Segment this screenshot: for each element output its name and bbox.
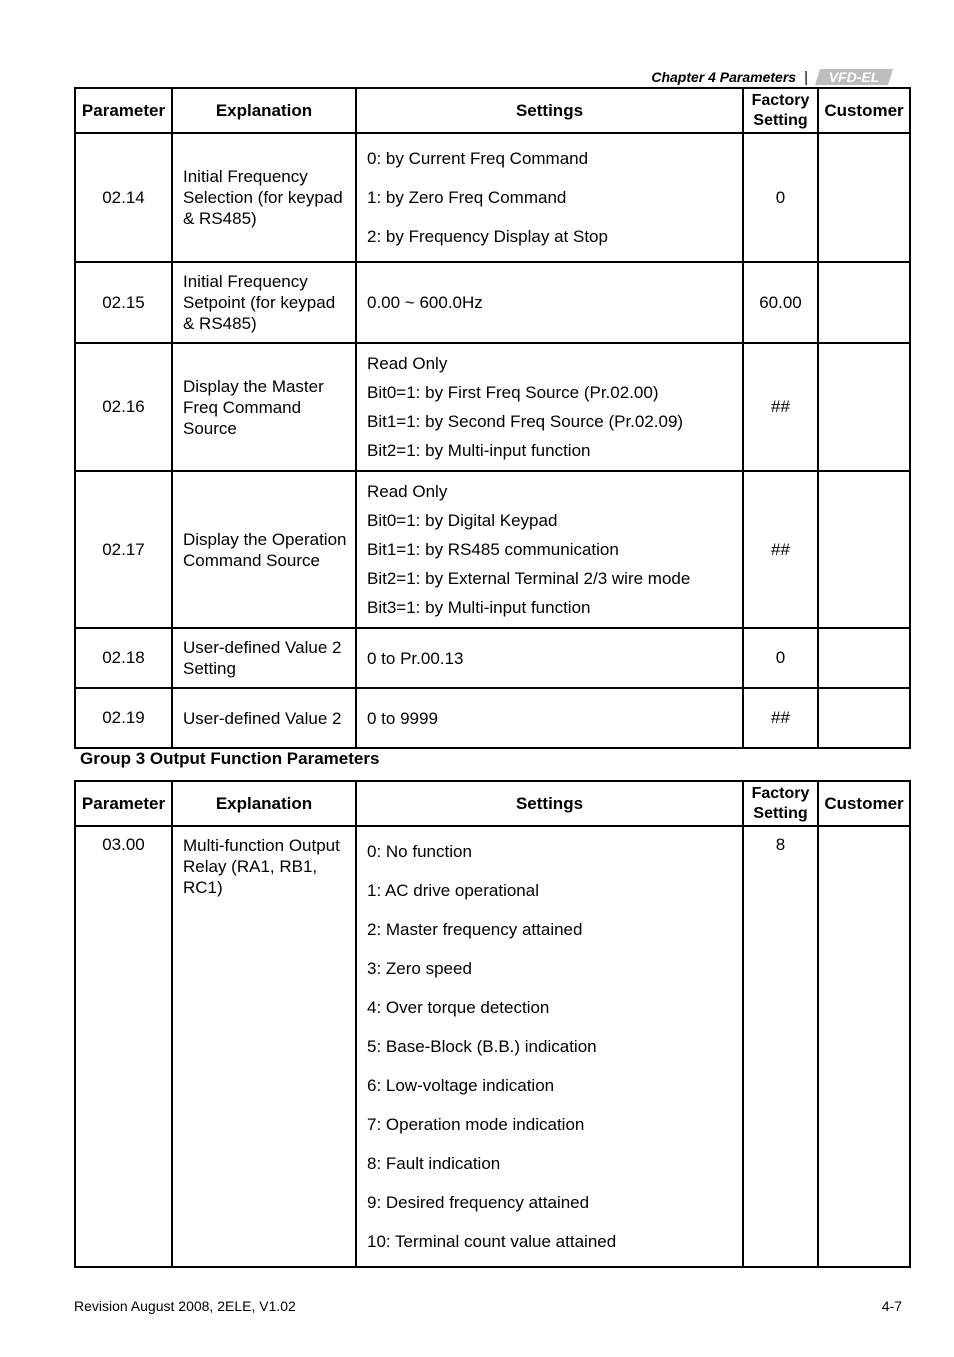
param-settings <box>356 826 743 1267</box>
setting-option: 0: No function <box>367 842 472 861</box>
setting-option: Bit2=1: by External Terminal 2/3 wire mode <box>367 569 691 588</box>
footer-revision: Revision August 2008, 2ELE, V1.02 <box>74 1298 296 1314</box>
customer-setting <box>818 471 910 628</box>
col-header-explanation: Explanation <box>172 781 356 826</box>
customer-setting <box>818 133 910 262</box>
factory-label-line2: Setting <box>753 804 808 822</box>
param-row <box>75 343 910 471</box>
param-row <box>75 471 910 628</box>
param-number: 02.16 <box>75 343 172 471</box>
param-row <box>75 688 910 748</box>
setting-option: Bit2=1: by Multi-input function <box>367 441 591 460</box>
customer-setting <box>818 826 910 1267</box>
factory-setting: ## <box>743 471 818 628</box>
setting-option: Bit1=1: by RS485 communication <box>367 540 619 559</box>
setting-option: 5: Base-Block (B.B.) indication <box>367 1037 597 1056</box>
parameter-table-group2 <box>74 87 911 749</box>
param-number: 02.18 <box>75 628 172 688</box>
setting-option: Read Only <box>367 482 448 501</box>
param-explanation: Display the Operation Command Source <box>172 471 356 628</box>
param-row <box>75 826 910 1267</box>
col-header-explanation: Explanation <box>172 88 356 133</box>
param-number: 02.17 <box>75 471 172 628</box>
param-number: 02.14 <box>75 133 172 262</box>
factory-label-line1: Factory <box>751 91 810 109</box>
param-explanation: User-defined Value 2 <box>172 688 356 748</box>
vfd-el-logo <box>814 68 894 86</box>
col-header-factory-setting <box>743 781 818 826</box>
param-number: 02.19 <box>75 688 172 748</box>
factory-setting: 60.00 <box>743 262 818 343</box>
param-explanation: Display the Master Freq Command Source <box>172 343 356 471</box>
param-settings <box>356 262 743 343</box>
factory-setting: 0 <box>743 628 818 688</box>
col-header-settings: Settings <box>356 781 743 826</box>
param-row <box>75 628 910 688</box>
setting-option: 0.00 ~ 600.0Hz <box>367 293 483 312</box>
setting-option: 2: by Frequency Display at Stop <box>367 227 608 246</box>
page-header <box>651 66 894 88</box>
setting-option: Bit3=1: by Multi-input function <box>367 598 591 617</box>
setting-option: 9: Desired frequency attained <box>367 1193 590 1212</box>
setting-option: 8: Fault indication <box>367 1154 501 1173</box>
param-settings <box>356 628 743 688</box>
param-settings <box>356 688 743 748</box>
logo-text: VFD-EL <box>828 69 880 85</box>
setting-option: 1: AC drive operational <box>367 881 539 900</box>
col-header-parameter: Parameter <box>75 88 172 133</box>
setting-option: Bit1=1: by Second Freq Source (Pr.02.09) <box>367 412 684 431</box>
param-explanation: Initial Frequency Selection (for keypad & RS485) <box>172 133 356 262</box>
param-settings <box>356 343 743 471</box>
col-header-factory-setting <box>743 88 818 133</box>
param-number: 03.00 <box>75 826 172 1267</box>
factory-label-line2: Setting <box>753 111 808 129</box>
chapter-title: Chapter 4 Parameters <box>651 69 797 85</box>
setting-option: 1: by Zero Freq Command <box>367 188 567 207</box>
customer-setting <box>818 343 910 471</box>
setting-option: Read Only <box>367 354 448 373</box>
param-row <box>75 133 910 262</box>
param-number: 02.15 <box>75 262 172 343</box>
table-header-row <box>75 88 910 133</box>
param-explanation: Multi-function Output Relay (RA1, RB1, RC1) <box>172 826 356 1267</box>
setting-option: 0 to Pr.00.13 <box>367 648 464 668</box>
factory-setting: ## <box>743 688 818 748</box>
setting-option: 6: Low-voltage indication <box>367 1076 555 1095</box>
table-header-row <box>75 781 910 826</box>
setting-option: 10: Terminal count value attained <box>367 1232 617 1251</box>
factory-setting: ## <box>743 343 818 471</box>
col-header-customer: Customer <box>818 781 910 826</box>
param-settings <box>356 471 743 628</box>
factory-setting: 8 <box>743 826 818 1267</box>
param-settings <box>356 133 743 262</box>
param-explanation: Initial Frequency Setpoint (for keypad & RS485) <box>172 262 356 343</box>
factory-setting: 0 <box>743 133 818 262</box>
header-separator: | <box>804 68 808 86</box>
setting-option: 0 to 9999 <box>367 708 438 728</box>
customer-setting <box>818 688 910 748</box>
setting-option: 7: Operation mode indication <box>367 1115 585 1134</box>
footer-page-number: 4-7 <box>881 1298 902 1314</box>
setting-option: 0: by Current Freq Command <box>367 149 589 168</box>
param-explanation: User-defined Value 2 Setting <box>172 628 356 688</box>
param-row <box>75 262 910 343</box>
col-header-settings: Settings <box>356 88 743 133</box>
customer-setting <box>818 628 910 688</box>
parameter-table-group3 <box>74 780 911 1268</box>
setting-option: Bit0=1: by Digital Keypad <box>367 511 558 530</box>
col-header-parameter: Parameter <box>75 781 172 826</box>
setting-option: 4: Over torque detection <box>367 998 550 1017</box>
group-3-title: Group 3 Output Function Parameters <box>80 749 380 768</box>
setting-option: 2: Master frequency attained <box>367 920 583 939</box>
setting-option: Bit0=1: by First Freq Source (Pr.02.00) <box>367 383 659 402</box>
col-header-customer: Customer <box>818 88 910 133</box>
factory-label-line1: Factory <box>751 784 810 802</box>
customer-setting <box>818 262 910 343</box>
setting-option: 3: Zero speed <box>367 959 472 978</box>
